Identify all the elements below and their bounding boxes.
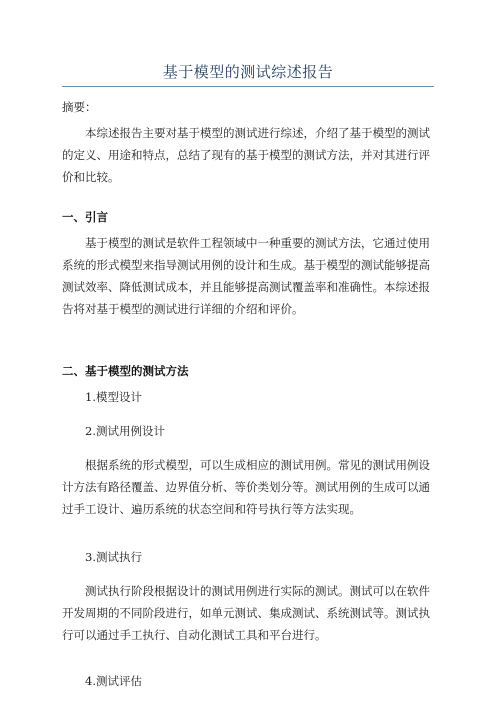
abstract-paragraph: 本综述报告主要对基于模型的测试进行综述，介绍了基于模型的测试的定义、用途和特点，总结了现有的基于模型的测试方法，并对其进行评价和比较。 [62,126,430,184]
list-item-test-evaluation: 4.测试评估 [85,674,142,688]
test-case-design-paragraph: 根据系统的形式模型，可以生成相应的测试用例。常见的测试用例设计方法有路径覆盖、边界值分析、等价类划分等。测试用例的生成可以通过手工设计、遍历系统的状态空间和符号执行等方法实现。 [62,458,430,516]
list-item-test-execution: 3.测试执行 [85,550,142,564]
section-1-paragraph: 基于模型的测试是软件工程领域中一种重要的测试方法，它通过使用系统的形式模型来指导测试用例的设计和生成。基于模型的测试能够提高测试效率、降低测试成本，并且能够提高测试覆盖率和准确性。本综述报告将对基于模型的测试进行详细的介绍和评价。 [62,236,430,316]
list-item-test-case-design: 2.测试用例设计 [85,424,165,438]
document-title: 基于模型的测试综述报告 [162,63,334,81]
section-2-heading: 二、基于模型的测试方法 [62,364,189,378]
section-1-heading: 一、引言 [62,210,108,224]
list-item-model-design: 1.模型设计 [85,390,142,404]
abstract-label: 摘要： [62,100,97,114]
title-divider [62,86,434,87]
test-execution-paragraph: 测试执行阶段根据设计的测试用例进行实际的测试。测试可以在软件开发周期的不同阶段进行，如单元测试、集成测试、系统测试等。测试执行可以通过手工执行、自动化测试工具和平台进行。 [62,584,430,642]
